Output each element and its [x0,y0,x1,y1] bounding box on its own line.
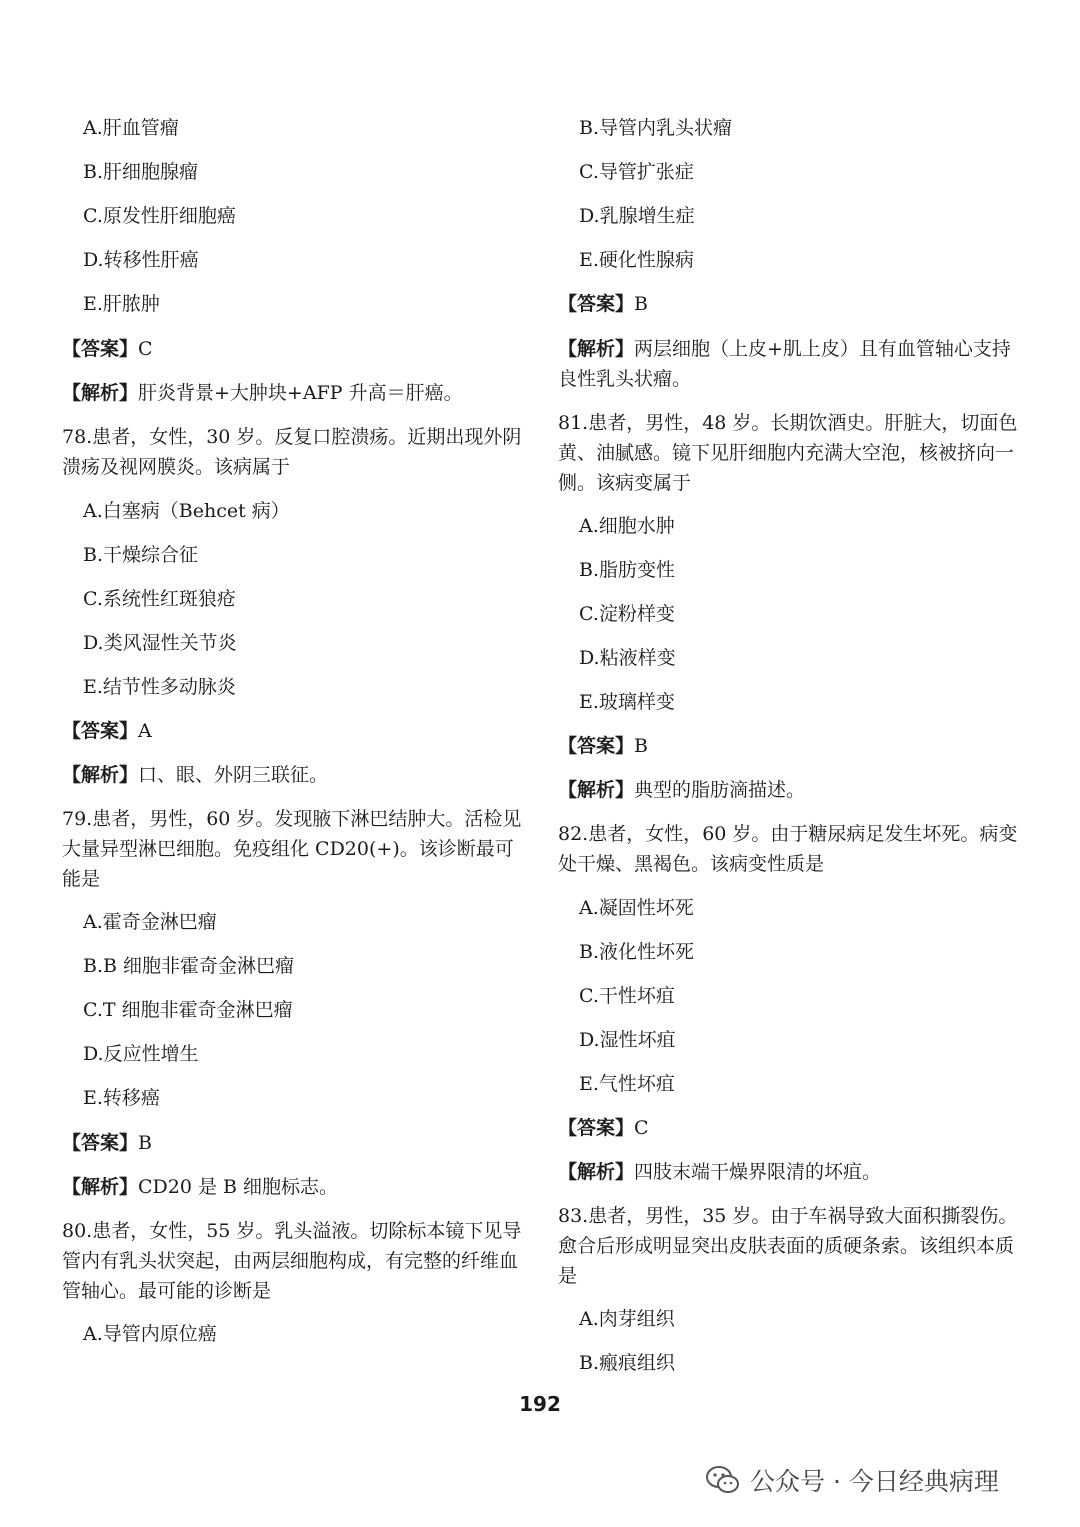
explanation-row: 【解析】典型的脂肪滴描述。 [558,779,806,801]
option: B.B 细胞非霍奇金淋巴瘤 [83,955,295,977]
option: D.转移性肝癌 [83,249,199,271]
wechat-icon [706,1465,740,1495]
option: B.脂肪变性 [579,559,676,581]
explanation-row: 【解析】CD20 是 B 细胞标志。 [62,1176,339,1198]
option: C.淀粉样变 [579,603,675,625]
page-number: 192 [519,1392,561,1416]
option: E.气性坏疽 [579,1073,675,1095]
explanation-row: 【解析】两层细胞（上皮+肌上皮）且有血管轴心支持良性乳头状瘤。 [558,338,1011,390]
question-text: 78.患者，女性，30 岁。反复口腔溃疡。近期出现外阴溃疡及视网膜炎。该病属于 [62,426,522,478]
question-text: 80.患者，女性，55 岁。乳头溢液。切除标本镜下见导管内有乳头状突起，由两层细胞构成，有完整的纤维血管轴心。最可能的诊断是 [62,1220,522,1302]
option: C.导管扩张症 [579,161,694,183]
option: C.原发性肝细胞癌 [83,205,236,227]
option: A.肝血管瘤 [83,117,179,139]
explanation-row: 【解析】四肢末端干燥界限清的坏疽。 [558,1161,882,1183]
answer-row: 【答案】C [62,338,153,360]
answer-row: 【答案】B [62,1132,152,1154]
option: C.系统性红斑狼疮 [83,588,236,610]
watermark-text: 公众号 · 今日经典病理 [750,1467,999,1496]
option: E.玻璃样变 [579,691,675,713]
option: E.硬化性腺病 [579,249,694,271]
option: A.细胞水肿 [579,515,675,537]
option: E.结节性多动脉炎 [83,676,236,698]
option: B.干燥综合征 [83,544,199,566]
explanation-row: 【解析】肝炎背景+大肿块+AFP 升高＝肝癌。 [62,382,463,404]
question-text: 82.患者，女性，60 岁。由于糖尿病足发生坏死。病变处干燥、黑褐色。该病变性质是 [558,823,1018,875]
option: A.肉芽组织 [579,1308,675,1330]
option: B.导管内乳头状瘤 [579,117,733,139]
option: A.白塞病（Behcet 病） [83,500,290,522]
option: A.导管内原位癌 [83,1323,217,1345]
option: D.粘液样变 [579,647,676,669]
watermark [706,1460,999,1500]
option: E.转移癌 [83,1087,160,1109]
question-text: 83.患者，男性，35 岁。由于车祸导致大面积撕裂伤。愈合后形成明显突出皮肤表面的质硬条索。该组织本质是 [558,1205,1018,1287]
option: A.凝固性坏死 [579,897,694,919]
question-text: 79.患者，男性，60 岁。发现腋下淋巴结肿大。活检见大量异型淋巴细胞。免疫组化 CD20(+)。该诊断最可能是 [62,808,522,890]
option: D.类风湿性关节炎 [83,632,237,654]
option: D.反应性增生 [83,1043,199,1065]
option: A.霍奇金淋巴瘤 [83,911,217,933]
answer-row: 【答案】C [558,1117,649,1139]
answer-row: 【答案】B [558,293,648,315]
option: C.干性坏疽 [579,985,675,1007]
option: D.湿性坏疽 [579,1029,676,1051]
question-text: 81.患者，男性，48 岁。长期饮酒史。肝脏大，切面色黄、油腻感。镜下见肝细胞内充满大空泡，核被挤向一侧。该病变属于 [558,412,1018,494]
option: B.瘢痕组织 [579,1352,676,1374]
explanation-row: 【解析】口、眼、外阴三联征。 [62,764,329,786]
option: B.肝细胞腺瘤 [83,161,199,183]
option: C.T 细胞非霍奇金淋巴瘤 [83,999,293,1021]
option: D.乳腺增生症 [579,205,695,227]
option: B.液化性坏死 [579,941,695,963]
answer-row: 【答案】A [62,720,152,742]
option: E.肝脓肿 [83,293,160,315]
answer-row: 【答案】B [558,735,648,757]
